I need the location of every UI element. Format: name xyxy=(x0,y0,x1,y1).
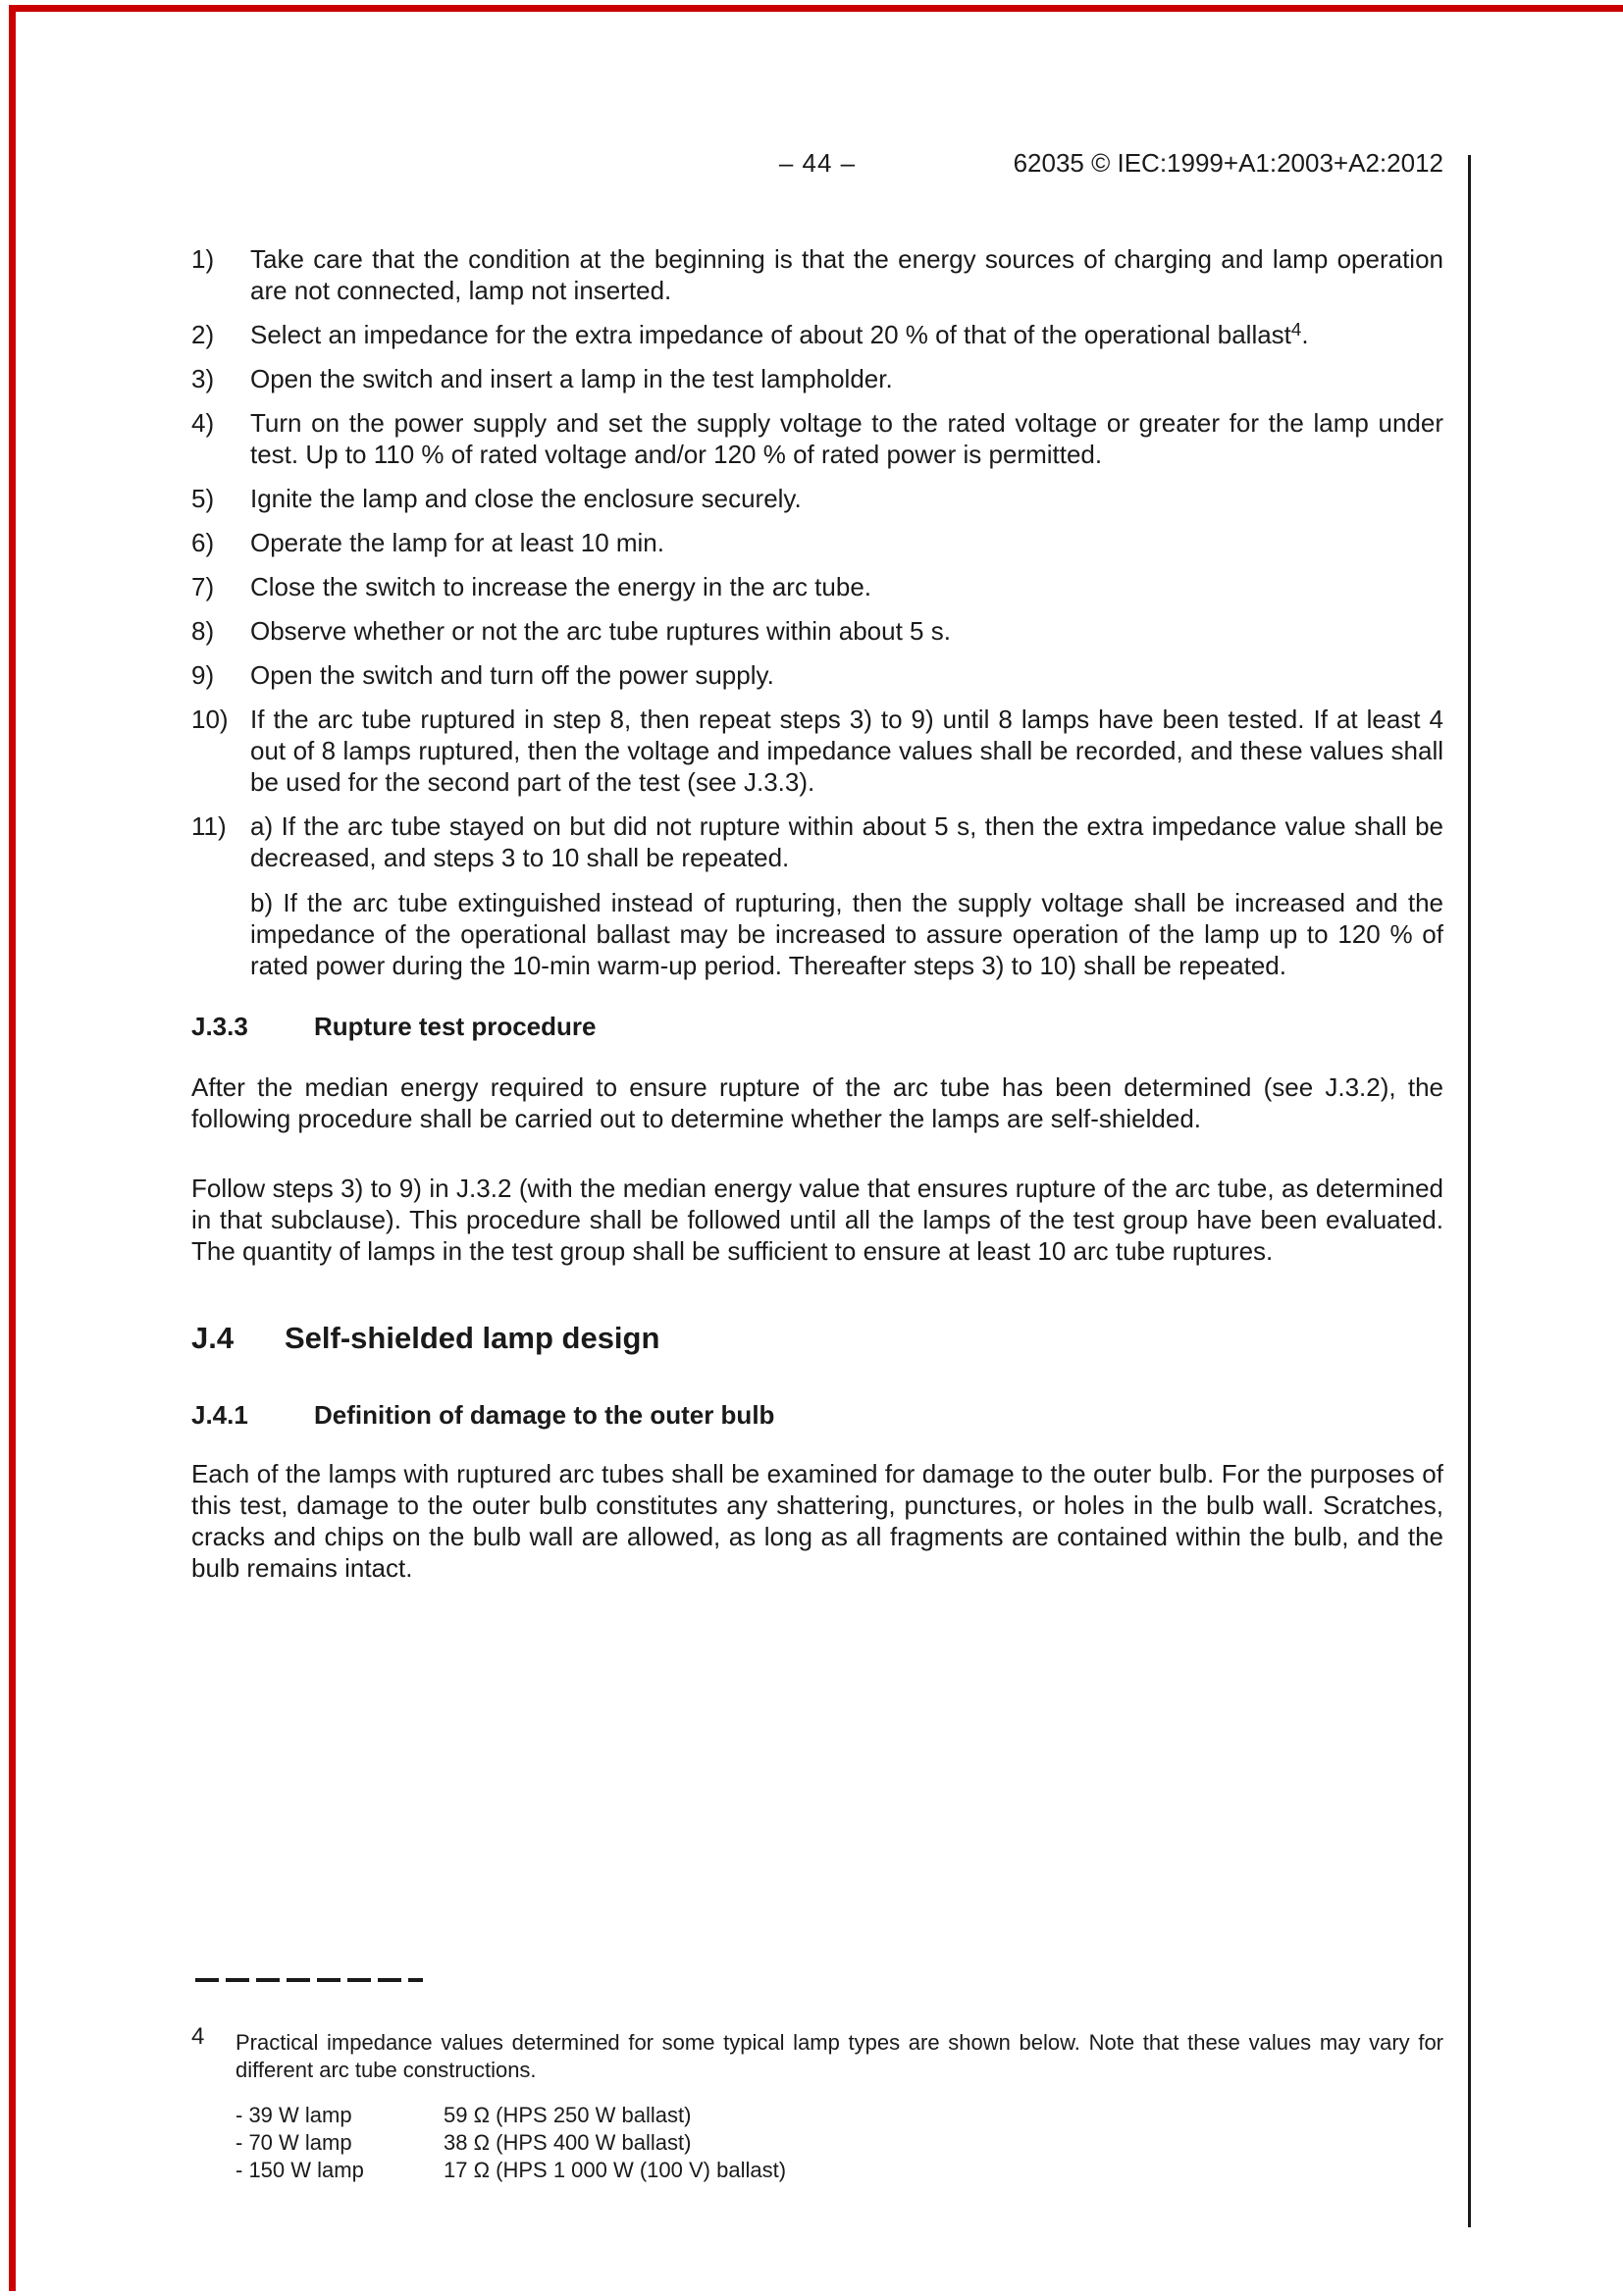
list-item-text xyxy=(250,319,1443,350)
section-number: J.3.3 xyxy=(191,1012,248,1041)
list-item xyxy=(191,659,1443,691)
procedure-step-list xyxy=(191,243,1443,981)
impedance-cell: 38 Ω (HPS 400 W ballast) xyxy=(444,2130,692,2155)
list-item xyxy=(191,615,1443,647)
lamp-type-cell: - 70 W lamp xyxy=(236,2130,352,2155)
margin-change-bar xyxy=(1468,155,1471,2227)
list-item-number: 3) xyxy=(191,364,215,393)
list-item xyxy=(191,363,1443,394)
impedance-cell: 17 Ω (HPS 1 000 W (100 V) ballast) xyxy=(444,2158,787,2182)
footnote-body xyxy=(191,2023,1443,2084)
list-item xyxy=(191,571,1443,602)
page-content xyxy=(191,147,1443,1584)
section-title: Rupture test procedure xyxy=(314,1012,597,1041)
red-annotation-line-left xyxy=(9,5,16,2291)
list-item-text: Ignite the lamp and close the enclosure securely. xyxy=(250,484,802,513)
list-item-number: 10) xyxy=(191,704,229,734)
sub-paragraph-a: a) If the arc tube stayed on but did not rupture within about 5 s, then the extra impedance value shall be decreased, and steps 3 to 10 shall be repeated. xyxy=(250,811,1443,872)
section-title: Definition of damage to the outer bulb xyxy=(314,1400,775,1430)
footnote-separator xyxy=(195,1978,423,1982)
list-item-text: If the arc tube ruptured in step 8, then repeat steps 3) to 9) until 8 lamps have been tested. If at least 4 out of 8 lamps ruptured, then the voltage and impedance values shall be recorded, and these values shall be used for the second part of the test (see J.3.3). xyxy=(250,704,1443,797)
list-item xyxy=(191,243,1443,306)
list-item-text: Operate the lamp for at least 10 min. xyxy=(250,528,664,557)
footnote-reference: 4 xyxy=(1290,319,1302,339)
list-item-number: 8) xyxy=(191,616,215,646)
list-item-number: 7) xyxy=(191,572,215,601)
section-title: Self-shielded lamp design xyxy=(285,1321,660,1355)
list-item-number: 5) xyxy=(191,484,215,513)
list-item xyxy=(191,483,1443,514)
list-item-number: 6) xyxy=(191,528,215,557)
lamp-type-cell: - 39 W lamp xyxy=(236,2103,352,2127)
lamp-type-cell: - 150 W lamp xyxy=(236,2158,364,2182)
list-item-number: 2) xyxy=(191,320,215,349)
list-item-number: 4) xyxy=(191,408,215,438)
page-header xyxy=(191,147,1443,179)
sub-paragraph-b: b) If the arc tube extinguished instead of rupturing, then the supply voltage shall be increased and the impedance of the operational ballast may be increased to assure operation of the lamp up to 120 % of rated power during the 10-min warm-up period. Thereafter steps 3) to 10) shall be repeated. xyxy=(250,888,1443,980)
list-item-text: Take care that the condition at the beginning is that the energy sources of charging and lamp operation are not connected, lamp not inserted. xyxy=(250,244,1443,305)
section-number: J.4.1 xyxy=(191,1400,248,1430)
table-row xyxy=(236,2157,1443,2184)
footnote-marker: 4 xyxy=(191,2023,205,2050)
list-item xyxy=(191,407,1443,470)
paragraph-j33-1: After the median energy required to ensure rupture of the arc tube has been determined (see J.3.2), the following procedure shall be carried out to determine whether the lamps are self-shielded. xyxy=(191,1072,1443,1133)
list-item-number: 1) xyxy=(191,244,215,274)
section-heading-j41 xyxy=(191,1399,1443,1431)
list-item-number: 11) xyxy=(191,811,227,841)
list-item xyxy=(191,319,1443,350)
list-item-text: Turn on the power supply and set the supply voltage to the rated voltage or greater for the lamp under test. Up to 110 % of rated voltage and/or 120 % of rated power is permitted. xyxy=(250,408,1443,469)
paragraph-j41-1: Each of the lamps with ruptured arc tubes shall be examined for damage to the outer bulb. For the purposes of this test, damage to the outer bulb constitutes any shattering, punctures, or holes in the bulb wall. Scratches, cracks and chips on the bulb wall are allowed, as long as all fragments are contained within the bulb, and the bulb remains intact. xyxy=(191,1459,1443,1583)
list-item-text: Observe whether or not the arc tube ruptures within about 5 s. xyxy=(250,616,951,646)
footnote-text: Practical impedance values determined for some typical lamp types are shown below. Note that these values may vary for different arc tube constructions. xyxy=(236,2030,1443,2082)
list-item-text: Close the switch to increase the energy in the arc tube. xyxy=(250,572,872,601)
table-row xyxy=(236,2129,1443,2157)
impedance-cell: 59 Ω (HPS 250 W ballast) xyxy=(444,2103,692,2127)
doc-reference: 62035 © IEC:1999+A1:2003+A2:2012 xyxy=(1013,148,1443,178)
table-row xyxy=(236,2102,1443,2129)
paragraph-j33-2: Follow steps 3) to 9) in J.3.2 (with the median energy value that ensures rupture of the arc tube, as determined in that subclause). This procedure shall be followed until all the lamps of the test group have been evaluated. The quantity of lamps in the test group shall be sufficient to ensure at least 10 arc tube ruptures. xyxy=(191,1174,1443,1266)
list-item-text: Open the switch and insert a lamp in the test lampholder. xyxy=(250,364,893,393)
list-item-text: Open the switch and turn off the power supply. xyxy=(250,660,774,690)
footnote-impedance-table xyxy=(236,2102,1443,2184)
section-heading-j4 xyxy=(191,1321,1443,1356)
section-number: J.4 xyxy=(191,1321,235,1355)
list-item-text-suffix: . xyxy=(1301,320,1309,349)
list-item-number: 9) xyxy=(191,660,215,690)
red-annotation-line-top xyxy=(9,5,1623,12)
list-item-text xyxy=(250,810,1443,981)
page-number: – 44 – xyxy=(778,148,857,178)
list-item xyxy=(191,704,1443,798)
footnote-area xyxy=(191,1978,1443,2184)
list-item xyxy=(191,527,1443,558)
list-item-text-main: Select an impedance for the extra impedance of about 20 % of that of the operational ballast xyxy=(250,320,1291,349)
section-heading-j33 xyxy=(191,1011,1443,1042)
list-item xyxy=(191,810,1443,981)
